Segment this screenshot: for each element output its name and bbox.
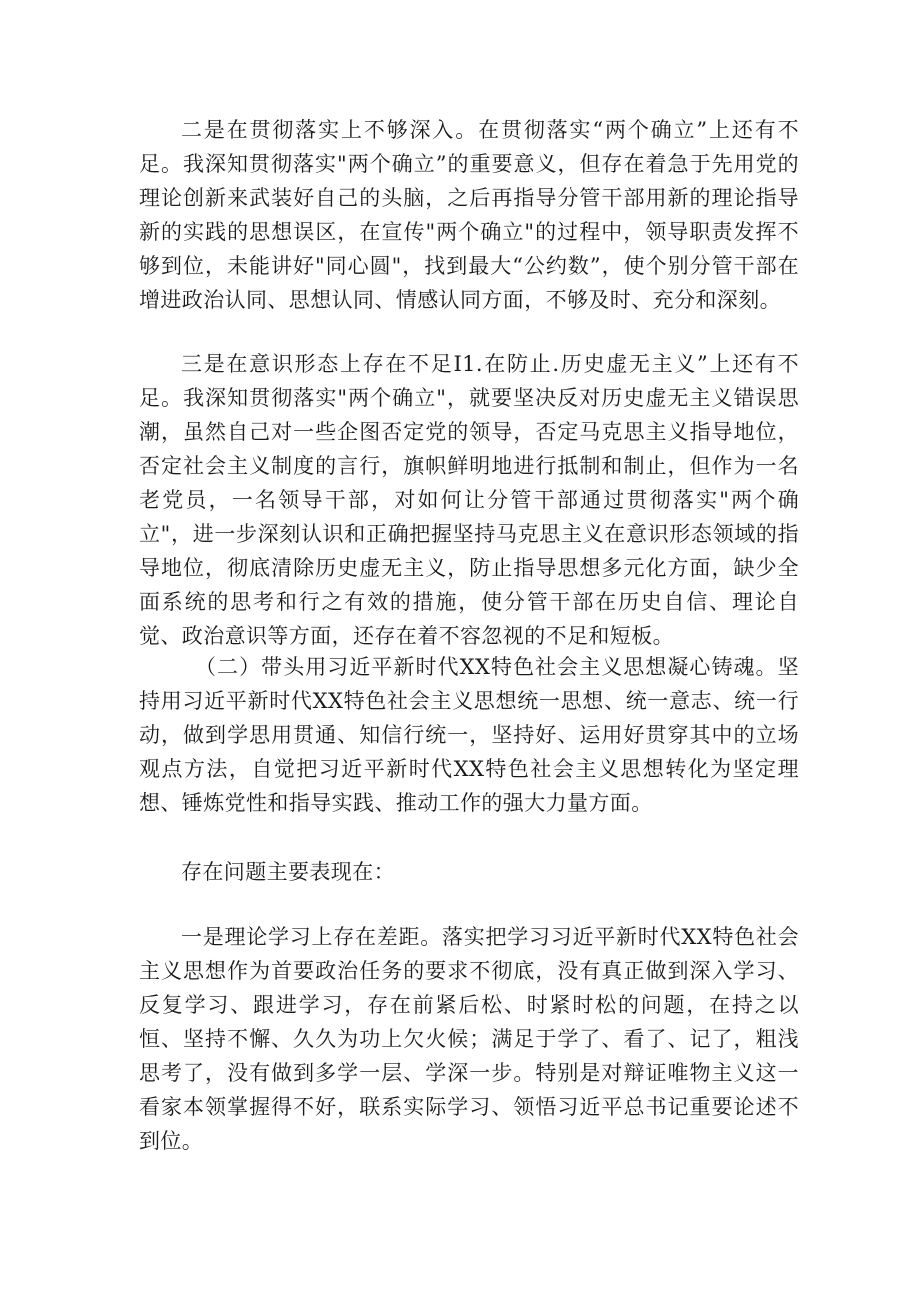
- paragraph-4: 存在问题主要表现在：: [181, 860, 395, 884]
- paragraph-5: 一是理论学习上存在差距。落实把学习习近平新时代XX特色社会主义思想作为首要政治任务的要求不彻底，没有真正做到深入学习、反复学习、跟进学习，存在前紧后松、时紧时松的问题，在持之以恒、坚持不懈、久久为功上欠火候；满足于学了、看了、记了，粗浅思考了，没有做到多学一层、学深一步。特别是对辩证唯物主义这一看家本领掌握得不好，联系实际学习、领悟习近平总书记重要论述不到位。: [139, 925, 799, 1153]
- paragraph-2: 三是在意识形态上存在不足I1.在防止.历史虚无主义”上还有不足。我深知贯彻落实"两个确立"，就要坚决反对历史虚无主义错误思潮，虽然自己对一些企图否定党的领导，否定马克思主义指导地位，否定社会主义制度的言行，旗帜鲜明地进行抵制和制止，但作为一名老党员，一名领导干部，对如何让分管干部通过贯彻落实"两个确立"，进一步深刻认识和正确把握坚持马克思主义在意识形态领域的指导地位，彻底清除历史虚无主义，防止指导思想多元化方面，缺少全面系统的思考和行之有效的措施，使分管干部在历史自信、理论自觉、政治意识等方面，还存在着不容忽视的不足和短板。: [139, 352, 799, 648]
- paragraph-1: 二是在贯彻落实上不够深入。在贯彻落实“两个确立”上还有不足。我深知贯彻落实"两个确立”的重要意义，但存在着急于先用党的理论创新来武装好自己的头脑，之后再指导分管干部用新的理论指导新的实践的思想误区，在宣传"两个确立"的过程中，领导职责发挥不够到位，未能讲好"同心圆"，找到最大“公约数”，使个别分管干部在增进政治认同、思想认同、情感认同方面，不够及时、充分和深刻。: [139, 118, 799, 312]
- paragraph-3-section-heading: （二）带头用习近平新时代XX特色社会主义思想凝心铸魂。坚持用习近平新时代XX特色社会主义思想统一思想、统一意志、统一行动，做到学思用贯通、知信行统一，坚持好、运用好贯穿其中的立场观点方法，自觉把习近平新时代XX特色社会主义思想转化为坚定理想、锤炼党性和指导实践、推动工作的强大力量方面。: [139, 655, 799, 815]
